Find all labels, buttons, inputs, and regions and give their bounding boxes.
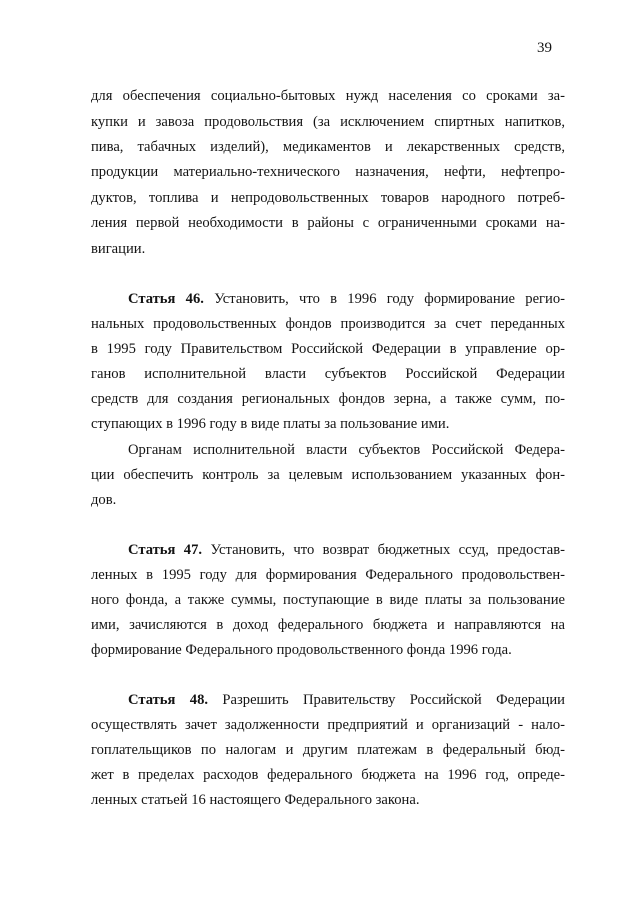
article-46-first-line [128,289,565,309]
text-line: Органам исполнительной власти субъектов Российской Федера- [128,442,565,458]
text-line: гоплательщиков по налогам и другим платежам в федеральный бюд- [91,742,565,758]
text-line: Разрешить Правительству Российской Федерации [222,692,565,708]
text-line: жет в пределах расходов федерального бюджета на 1996 год, опреде- [91,767,565,783]
article-48-heading: Статья 48. [128,692,209,708]
text-line: Установить, что в 1996 году формирование регио- [214,291,565,307]
text-line: ими, зачисляются в доход федерального бюджета и направляются на [91,617,565,633]
text-line: дуктов, топлива и непродовольственных товаров народного потреб- [91,190,565,206]
text-line: ленных в 1995 году для формирования Федерального продовольствен- [91,567,565,583]
article-47-heading: Статья 47. [128,542,203,558]
article-47-first-line [128,540,565,560]
text-line: дов. [91,492,117,508]
text-line: для обеспечения социально-бытовых нужд населения со сроками за- [91,88,565,104]
text-line: формирование Федерального продовольственного фонда 1996 года. [91,642,512,658]
text-line: ганов исполнительной власти субъектов Российской Федерации [91,366,565,382]
text-line: в 1995 году Правительством Российской Федерации в управление ор- [91,341,565,357]
text-line: купки и завоза продовольствия (за исключением спиртных напитков, [91,114,565,130]
article-46-heading: Статья 46. [128,291,204,307]
text-line: ступающих в 1996 году в виде платы за пользование ими. [91,416,450,432]
text-line: ления первой необходимости в районы с ограниченными сроками на- [91,215,565,231]
text-line: средств для создания региональных фондов зерна, а также сумм, по- [91,391,565,407]
page-number: 39 [537,40,552,56]
text-line: ного фонда, а также суммы, поступающие в виде платы за пользование [91,592,565,608]
text-line: осуществлять зачет задолженности предприятий и организаций - нало- [91,717,565,733]
article-48-first-line [128,690,565,710]
text-line: вигации. [91,241,146,257]
text-line: пива, табачных изделий), медикаментов и лекарственных средств, [91,139,565,155]
text-line: ции обеспечить контроль за целевым использованием указанных фон- [91,467,565,483]
text-line: нальных продовольственных фондов производится за счет переданных [91,316,565,332]
text-line: ленных статьей 16 настоящего Федерального закона. [91,792,420,808]
text-line: Установить, что возврат бюджетных ссуд, предостав- [210,542,565,558]
text-line: продукции материально-технического назначения, нефти, нефтепро- [91,164,565,180]
